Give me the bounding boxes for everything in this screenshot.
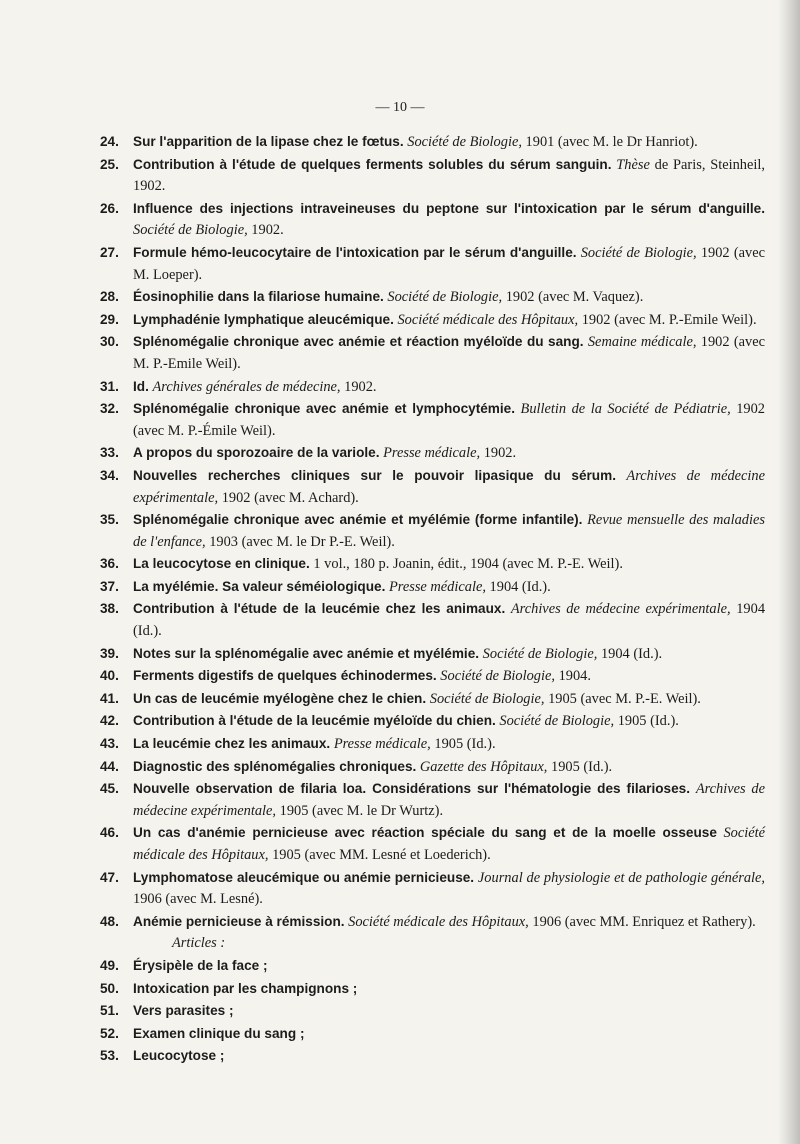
- entry-source: Archives de médecine expérimentale,: [133, 781, 765, 819]
- entry-title: Splénomégalie chronique avec anémie et réaction myéloïde du sang.: [133, 334, 584, 350]
- entry-details: 1902 (avec M. Vaquez).: [505, 289, 644, 306]
- entry-number: 52.: [100, 1025, 119, 1041]
- bibliography-entry: [100, 286, 765, 309]
- entry-number: 38.: [100, 601, 119, 617]
- bibliography-entry: [100, 553, 765, 576]
- entry-title: Sur l'apparition de la lipase chez le fœtus.: [133, 134, 404, 149]
- entry-details: 1906 (avec M. Lesné).: [133, 891, 263, 908]
- entry-title: La myélémie. Sa valeur séméiologique.: [133, 578, 386, 594]
- entry-title: Contribution à l'étude de la leucémie myéloïde du chien.: [133, 713, 496, 729]
- entry-details: 1905 (Id.).: [551, 758, 613, 775]
- bibliography-entry: [100, 867, 765, 911]
- entry-source: Société médicale des Hôpitaux,: [397, 311, 579, 328]
- entry-title: Splénomégalie chronique avec anémie et lymphocytémie.: [133, 401, 516, 417]
- entry-number: 49.: [100, 957, 119, 973]
- entry-number: 44.: [100, 758, 119, 774]
- entry-details: 1905 (avec M. le Dr Wurtz).: [279, 802, 444, 819]
- entry-title: Nouvelle observation de filaria loa. Considérations sur l'hématologie des filarioses.: [133, 781, 691, 797]
- entry-title: A propos du sporozoaire de la variole.: [133, 445, 380, 461]
- bibliography-list: [100, 131, 765, 1068]
- entry-title: Splénomégalie chronique avec anémie et myélémie (forme infantile).: [133, 512, 583, 528]
- entry-title: Un cas de leucémie myélogène chez le chien.: [133, 690, 427, 706]
- entry-source: Société de Biologie,: [407, 134, 522, 150]
- entry-number: 36.: [100, 556, 119, 572]
- entry-number: 31.: [100, 378, 119, 394]
- entry-source: Gazette des Hôpitaux,: [419, 758, 548, 775]
- page-edge-shadow: [778, 0, 800, 1144]
- bibliography-entry: [100, 665, 765, 688]
- bibliography-entry: [100, 198, 765, 242]
- entry-number: 41.: [100, 690, 119, 706]
- entry-title: La leucémie chez les animaux.: [133, 736, 331, 752]
- entry-title: Notes sur la splénomégalie avec anémie et myélémie.: [133, 645, 480, 661]
- entry-source: Revue mensuelle des maladies de l'enfance,: [133, 512, 765, 550]
- entry-number: 34.: [100, 467, 119, 483]
- bibliography-entry: [100, 465, 765, 509]
- entry-number: 43.: [100, 736, 119, 752]
- bibliography-entry: [100, 131, 765, 154]
- article-entry: [100, 1045, 765, 1068]
- entry-details: 1904 (Id.).: [489, 578, 551, 595]
- article-entry: [100, 955, 765, 978]
- entry-source: Journal de physiologie et de pathologie générale,: [477, 869, 765, 886]
- entry-source: Société de Biologie,: [499, 713, 615, 730]
- entry-source: Société de Biologie,: [580, 244, 697, 261]
- bibliography-entry: [100, 733, 765, 756]
- entry-title: Contribution à l'étude de quelques ferments solubles du sérum sanguin.: [133, 156, 612, 172]
- entry-number: 39.: [100, 645, 119, 661]
- entry-source: Presse médicale,: [333, 736, 431, 753]
- bibliography-entry: [100, 778, 765, 822]
- bibliography-entry: [100, 376, 765, 399]
- entry-title: Intoxication par les champignons ;: [133, 980, 358, 996]
- entry-source: Bulletin de la Société de Pédiatrie,: [520, 401, 731, 418]
- entry-number: 48.: [100, 913, 119, 929]
- entry-source: Société médicale des Hôpitaux,: [348, 913, 529, 930]
- entry-title: Contribution à l'étude de la leucémie chez les animaux.: [133, 601, 506, 617]
- bibliography-entry: [100, 911, 765, 934]
- entry-title: Diagnostic des splénomégalies chroniques.: [133, 758, 417, 774]
- entry-title: Lymphomatose aleucémique ou anémie pernicieuse.: [133, 869, 475, 885]
- entry-details: 1905 (avec MM. Lesné et Loederich).: [272, 847, 491, 863]
- entry-details: 1905 (avec M. P.-E. Weil).: [548, 690, 701, 707]
- entry-title: Id.: [133, 378, 149, 394]
- article-entry: [100, 978, 765, 1001]
- entry-source: Société de Biologie,: [387, 289, 503, 306]
- entry-number: 24.: [100, 134, 119, 149]
- entry-source: Société de Biologie,: [133, 222, 248, 239]
- bibliography-entry: [100, 688, 765, 711]
- entry-title: La leucocytose en clinique.: [133, 556, 310, 572]
- entry-details: 1906 (avec MM. Enriquez et Rathery).: [532, 913, 756, 930]
- entry-details: 1902.: [251, 222, 284, 239]
- entry-number: 32.: [100, 401, 119, 417]
- entry-details: 1902 (avec M. Loeper).: [133, 244, 765, 283]
- entry-title: Formule hémo-leucocytaire de l'intoxication par le sérum d'anguille.: [133, 244, 577, 260]
- entry-title: Leucocytose ;: [133, 1048, 225, 1064]
- entry-details: 1905 (Id.).: [434, 736, 496, 753]
- entry-source: Archives de médecine expérimentale,: [510, 601, 731, 618]
- entry-details: 1904 (Id.).: [133, 601, 766, 640]
- entry-title: Nouvelles recherches cliniques sur le pouvoir lipasique du sérum.: [133, 467, 616, 483]
- entry-title: Un cas d'anémie pernicieuse avec réaction spéciale du sang et de la moelle osseuse: [133, 825, 717, 841]
- bibliography-entry: [100, 331, 765, 375]
- bibliography-entry: [100, 710, 765, 733]
- entry-source: Archives générales de médecine,: [152, 378, 341, 395]
- bibliography-entry: [100, 576, 765, 599]
- page-number: — 10 —: [375, 100, 425, 115]
- entry-title: Ferments digestifs de quelques échinodermes.: [133, 668, 437, 684]
- bibliography-entry: [100, 309, 765, 332]
- entry-source: Société de Biologie,: [440, 668, 555, 685]
- entry-number: 51.: [100, 1003, 119, 1019]
- entry-number: 46.: [100, 825, 119, 841]
- entry-details: 1902 (avec M. P.-Emile Weil).: [133, 334, 765, 372]
- entry-details: 1902 (avec M. Achard).: [221, 489, 359, 506]
- entry-number: 29.: [100, 311, 119, 327]
- entry-details: 1904 (Id.).: [600, 645, 663, 662]
- entry-title: Influence des injections intraveineuses du peptone sur l'intoxication par le sérum d'anguille.: [133, 200, 765, 216]
- entry-number: 50.: [100, 980, 119, 996]
- entry-source: Presse médicale,: [383, 445, 481, 462]
- entry-source: Presse médicale,: [388, 578, 486, 595]
- entry-number: 45.: [100, 781, 119, 797]
- entry-details: 1 vol., 180 p. Joanin, édit., 1904 (avec M. P.-E. Weil).: [313, 556, 623, 573]
- entry-source: Société médicale des Hôpitaux,: [133, 825, 765, 863]
- entry-number: 28.: [100, 289, 119, 305]
- entry-details: 1902 (avec M. P.-Emile Weil).: [581, 311, 757, 328]
- entry-source: Société de Biologie,: [429, 690, 545, 707]
- articles-heading: Articles :: [172, 935, 226, 952]
- entry-details: de Paris, Steinheil, 1902.: [133, 156, 765, 195]
- entry-source: Société de Biologie,: [482, 645, 598, 662]
- entry-number: 35.: [100, 512, 119, 528]
- entry-number: 30.: [100, 334, 119, 350]
- entry-title: Vers parasites ;: [133, 1003, 234, 1019]
- bibliography-entry: [100, 598, 765, 642]
- entry-source: Semaine médicale,: [587, 334, 697, 351]
- bibliography-entry: [100, 154, 765, 198]
- article-entry: [100, 1000, 765, 1023]
- bibliography-entry: [100, 398, 765, 442]
- entry-number: 26.: [100, 200, 119, 216]
- entry-details: 1902.: [344, 378, 377, 395]
- entry-details: 1902 (avec M. P.-Émile Weil).: [133, 401, 765, 439]
- entry-number: 27.: [100, 244, 119, 260]
- entry-title: Lymphadénie lymphatique aleucémique.: [133, 311, 394, 327]
- entry-number: 47.: [100, 869, 119, 885]
- entry-details: 1902.: [483, 445, 517, 462]
- bibliography-entry: [100, 242, 765, 286]
- entry-source: Thèse: [616, 156, 650, 173]
- entry-number: 42.: [100, 713, 119, 729]
- entry-title: Érysipèle de la face ;: [133, 957, 268, 973]
- bibliography-entry: [100, 822, 765, 866]
- entry-source: Archives de médecine expérimentale,: [133, 467, 766, 506]
- entry-number: 53.: [100, 1048, 119, 1064]
- bibliography-entry: [100, 756, 765, 779]
- entry-title: Examen clinique du sang ;: [133, 1025, 305, 1041]
- entry-details: 1903 (avec M. le Dr P.-E. Weil).: [209, 533, 395, 550]
- bibliography-entry: [100, 442, 765, 465]
- entry-number: 33.: [100, 445, 119, 461]
- entry-number: 40.: [100, 668, 119, 684]
- bibliography-entry: [100, 643, 765, 666]
- entry-number: 25.: [100, 156, 119, 172]
- entry-details: 1901 (avec M. le Dr Hanriot).: [525, 134, 698, 150]
- entry-details: 1904.: [558, 668, 591, 685]
- entry-title: Éosinophilie dans la filariose humaine.: [133, 289, 384, 305]
- article-entry: [100, 1023, 765, 1046]
- entry-details: 1905 (Id.).: [617, 713, 679, 730]
- entry-title: Anémie pernicieuse à rémission.: [133, 913, 345, 929]
- bibliography-entry: [100, 509, 765, 553]
- entry-number: 37.: [100, 578, 119, 594]
